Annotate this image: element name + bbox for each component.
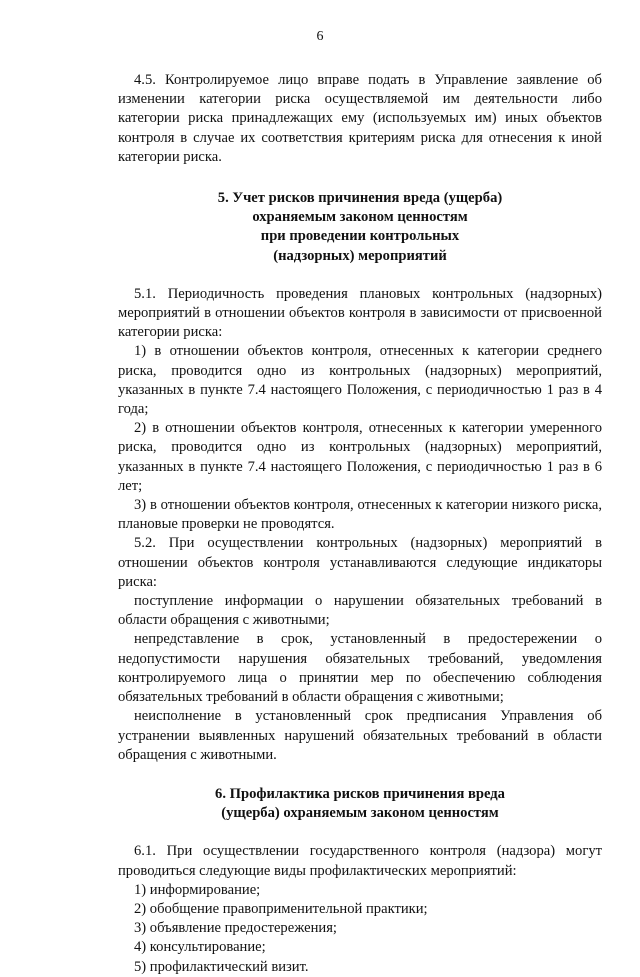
document-page bbox=[118, 0, 602, 977]
list-item: 2) обобщение правоприменительной практики; bbox=[134, 900, 428, 917]
list-item: 3) объявление предостережения; bbox=[134, 920, 337, 937]
paragraph-5-1-item-3: 3) в отношении объектов контроля, отнесенных к категории низкого риска, плановые проверки не проводятся. bbox=[118, 497, 602, 533]
risk-indicator-3: неисполнение в установленный срок предписания Управления об устранении выявленных нарушений обязательных требований в области обращения с животными. bbox=[118, 708, 602, 763]
list-item: 5) профилактический визит. bbox=[134, 958, 309, 975]
paragraph-4-5: 4.5. Контролируемое лицо вправе подать в Управление заявление об изменении категории риска осуществляемой им деятельности либо категории риска принадлежащих ему (используемых им) иных объектов контроля в случае их соответствия критериям риска для отнесения к иной категории риска. bbox=[118, 72, 602, 165]
list-item: 4) консультирование; bbox=[134, 939, 266, 956]
page-number: 6 bbox=[316, 29, 324, 44]
section-5-heading-line: (надзорных) мероприятий bbox=[273, 247, 447, 264]
risk-indicator-1: поступление информации о нарушении обязательных требований в области обращения с животными; bbox=[118, 593, 602, 629]
paragraph-5-1: 5.1. Периодичность проведения плановых контрольных (надзорных) мероприятий в отношении объектов контроля в зависимости от присвоенной категории риска: bbox=[118, 285, 602, 341]
section-5-heading bbox=[118, 189, 602, 266]
paragraph-6-1: 6.1. При осуществлении государственного контроля (надзора) могут проводиться следующие виды профилактических мероприятий: bbox=[118, 843, 602, 879]
paragraph-5-2: 5.2. При осуществлении контрольных (надзорных) мероприятий в отношении объектов контроля устанавливаются следующие индикаторы риска: bbox=[118, 535, 602, 590]
section-5-heading-line: при проведении контрольных bbox=[260, 228, 460, 245]
section-5-heading-line: 5. Учет рисков причинения вреда (ущерба) bbox=[217, 190, 503, 207]
section-6-heading-line: 6. Профилактика рисков причинения вреда bbox=[215, 785, 505, 802]
risk-indicator-2: непредставление в срок, установленный в предостережении о недопустимости нарушения обязательных требований, уведомления контролируемого лица о принятии мер по обеспечению соблюдения обязательных требований в области обращения с животными; bbox=[118, 631, 602, 706]
section-6-heading-line: (ущерба) охраняемым законом ценностям bbox=[221, 805, 499, 822]
list-item: 1) информирование; bbox=[134, 881, 261, 898]
section-6-heading bbox=[118, 785, 602, 823]
paragraph-5-1-item-2: 2) в отношении объектов контроля, отнесенных к категории умеренного риска, проводится одно из контрольных (надзорных) мероприятий, указанных в пункте 7.4 настоящего Положения, с периодичностью 1 раз в 6 лет; bbox=[118, 420, 602, 494]
section-5-heading-line: охраняемым законом ценностям bbox=[252, 209, 468, 226]
paragraph-5-1-item-1: 1) в отношении объектов контроля, отнесенных к категории среднего риска, проводится одно из контрольных (надзорных) мероприятий, указанных в пункте 7.4 настоящего Положения, с периодичностью 1 раз в 4 года; bbox=[118, 343, 602, 418]
